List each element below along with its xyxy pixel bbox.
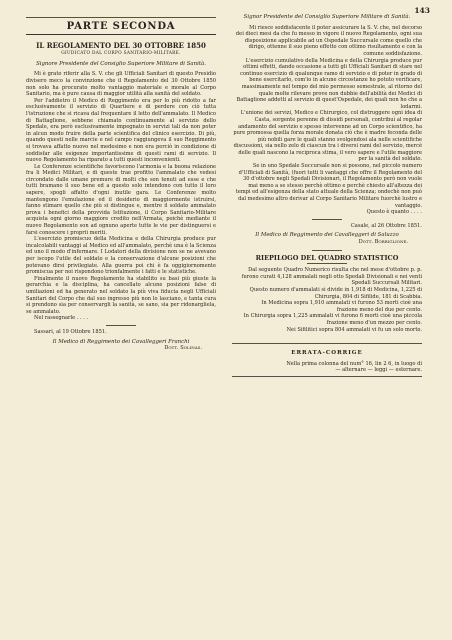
signature-name: Dott. Borriglione. — [358, 239, 408, 245]
signature-name: Dott. Solinas. — [164, 345, 202, 352]
paragraph: L'esercizio cumulativo della Medicina e della Chirurgia produce pur ottimi effetti, dando occasione a tutti gli Ufficiali Sanitari di stare nel continuo esercizio di qualunque ramo di servizio e di poter in grado di bene esercitarlo, com'io in alcune circostanze ho potuto verificare, massimamente nel tempo del mio permesso semestrale, al ritorno del quale molte rilevare prove non dubbie dell'abilità dei Medici di Battaglione addetti al servizio di quest'Ospedale, dei quali non ho che a lodarmi. — [236, 57, 422, 110]
summary-paragraph: In Chirurgia sopra 1,225 ammalati vi furono 6 morti cioè una piccola frazione meno d'un mezzo per cento. — [243, 313, 422, 326]
addressee: Signor Presidente del Consiglio Superiore Militare di Sanità. — [243, 14, 411, 20]
closing: Questo è quanto . . . . — [366, 209, 422, 216]
top-rule — [26, 17, 216, 18]
divider — [312, 250, 342, 251]
paragraph: Mi è grato riferir alla S. V. che gli Ufficiali Sanitari di questo Presidio divisero meco la convinzione che il Regolamento del 30 Ottobre 1850 non solo ha procurato molto vantaggio materiale e morale al Corpo Sanitario, ma è pure causa di maggior utilità alla sanità del soldato. — [26, 71, 216, 98]
article-title: IL REGOLAMENTO DEL 30 OTTOBRE 1850 — [36, 40, 206, 50]
paragraph: Mi riesce soddisfacente il poter assicurare la S. V. che, nel decorso dei dieci mesi da che fu messo in vigore il nuovo Regolamento, ogni sua disposizione applicabile ad un Ospedale Succursale come quello che dirigo, ottenne il suo pieno effetto con ottimo risultamento e con la comune soddisfazione. — [235, 24, 422, 57]
signature-role: Il Medico di Reggimento dei Cavalleggeri Franchi — [52, 338, 190, 345]
signature-role: Il Medico di Reggimento dei Cavalleggeri di Saluzzo — [255, 232, 399, 239]
summary-paragraph: Questo numero d'ammalati si divide in 1,918 di Medicina, 1,225 di Chirurgia, 804 di Sifilide, 181 di Scabbia. — [249, 286, 422, 300]
right-column — [232, 14, 422, 377]
place-date: Casale, al 26 Ottobre 1851. — [350, 222, 422, 229]
paragraph: Le Conferenze scientifiche favoriscono l'armonia e la buona relazione fra li Medici Militari, e di queste trae profitto l'ammalato che vedesi circondato dalle umane premure di molti che son tenuti ad esse e che tutti bramano il suo bene ed a questo solo intendono con tutto il loro sapere, spogli affatto d'ogni inutile gara. Le Conferenze molto mantengono l'emulazione ed il desiderio di maggiormente istruirsi, fanno stimare quello che più si distingue e, mentre il soldato ammalato prova i benefici della provvida Istituzione, il Corpo Sanitario-Militare acquista ogni giorno maggiore credito nell'Armata, poichè mediante il nuovo Regolamento son ad ognuno aperte tutte le vie per distinguersi e farsi conoscere i proprii meriti. — [26, 163, 216, 236]
left-column — [26, 14, 216, 352]
summary-paragraph: Dal seguente Quadro Numerico risulta che nel mese d'ottobre p. p. furono curati 4,128 ammalati negli otto Spedali Divisionali e nei venti Spedali Succursali Militari. — [241, 267, 422, 287]
summary-paragraph: In Medicina sopra 1,910 ammalati vi furono 53 morti cioè una frazione meno del due per cento. — [261, 300, 422, 313]
paragraph: L'unione dei servizi, Medico e Chirurgico, col distruggere ogni idea di Casta, sorgente perenne di dissidi personali, contribuì al regolar andamento del servizio e spesso intervenne ad un Corpo scientifico, ha pure promossa quella forza morale donata ciò che è madre feconda delle più nobili gare le quali stanno svolgendosi ala nelle scientifiche discussioni, sia nello zelo di ciascun tra i diversi rami del servizio, mercè delle quali nascono la reciproca stima, il vero sapere e l'utile maggiore per la sanità del soldato. — [233, 110, 422, 163]
errata-line: — alternare — leggi — esternare. — [335, 367, 422, 374]
page-number: 143 — [414, 6, 430, 15]
errata-line: Nella prima colonna del num° 16, lin 2 6, in luogo di — [286, 360, 422, 367]
divider — [106, 325, 136, 326]
section-title: PARTE SECONDA — [66, 21, 176, 32]
closing: Nel rassegnarle . . . . — [34, 315, 89, 322]
errata-title: ERRATA-CORRIGE — [291, 350, 363, 357]
summary-title: RIEPILOGO DEL QUADRO STATISTICO — [255, 253, 399, 262]
divider — [312, 219, 342, 220]
section-rule — [26, 34, 216, 35]
paragraph: Se in uno Spedale Succursale non si possono, nel piccolo numero d'Ufficiali di Sanità, (fuori tutti li vantaggi che offre il Regolamento del 30 d'ottobre negli Spedali Divisionari, il Regolamento però non vuole mai meno a se stesso perchè ottimo e perchè chiesto all'altezza dei tempi ed all'esigenza della stato attuale della Scienza; ondechè non può dal medesimo altro derivar al Corpo Sanitario Militare fuorchè lustro e vantaggio. — [235, 163, 422, 209]
summary-paragraph: Nei Sifilitici sopra 804 ammalati vi fu un solo morto. — [286, 326, 422, 333]
place-date: Sassari, al 19 Ottobre 1851. — [34, 328, 107, 335]
divider — [307, 263, 347, 264]
article-subtitle: GIUDICATO DAL CORPO SANITARIO-MILITARE. — [61, 51, 181, 57]
addressee: Signore Presidente del Consiglio Superiore Militare di Sanità. — [36, 60, 206, 67]
paragraph: Finalmente il nuovo Regolamento ha stabilito su basi più giuste la gerarchia e la disciplina, ha cancellato alcune posizioni false di umiliazioni ed ha generato nel soldato la più viva fiducia negli Ufficiali Sanitari del Corpo che dal suo ingresso più non lo lasciano, e tanta cura si prendono sia per conservargli la sanità, se sano, sia per ridonargliela, se ammalato. — [26, 275, 216, 315]
paragraph: L'esercizio promiscuo della Medicina e della Chirurgia produce pur incalcolabili vantaggi al Medico ed all'ammalato, perchè una è la Scienza ed uno il modo d'infermare. I Lodatori della divisione non se ne avevano per iscopo l'utile del soldato e la conservazione d'alcune posizioni che potevano dirsi privilegiate. Alla guerra poi chi è fa oggigiornomente promiscua per noi rispondono trionfalmente i fatti e le statistiche. — [26, 236, 216, 276]
errata-box — [232, 343, 422, 377]
paragraph: Per l'addietro il Medico di Reggimento era per lo più ridotto a far esclusivamente il servizio di Quartiere e di perdere con ciò tutta l'istruzione che si ricava dal frequentare il letto dell'ammalato. Il Medico di Battaglione, sebbene chiamato continuamente al servizio dello Spedale, era però esclusivamente impegnato in servizi tali da non poter in alcun modo fruire della parte scientifica del clinico esercizio. Di più, quando questi nelle marcie e nel campo raggiungeva il suo Reggimento si trovava affatto nuovo nel medesimo e non era perciò in condizione di soddisfar alle esigenze importantissime di questi rami di servizio. Il nuovo Regolamento ha riparato a tutti questi inconvenienti. — [26, 97, 216, 164]
